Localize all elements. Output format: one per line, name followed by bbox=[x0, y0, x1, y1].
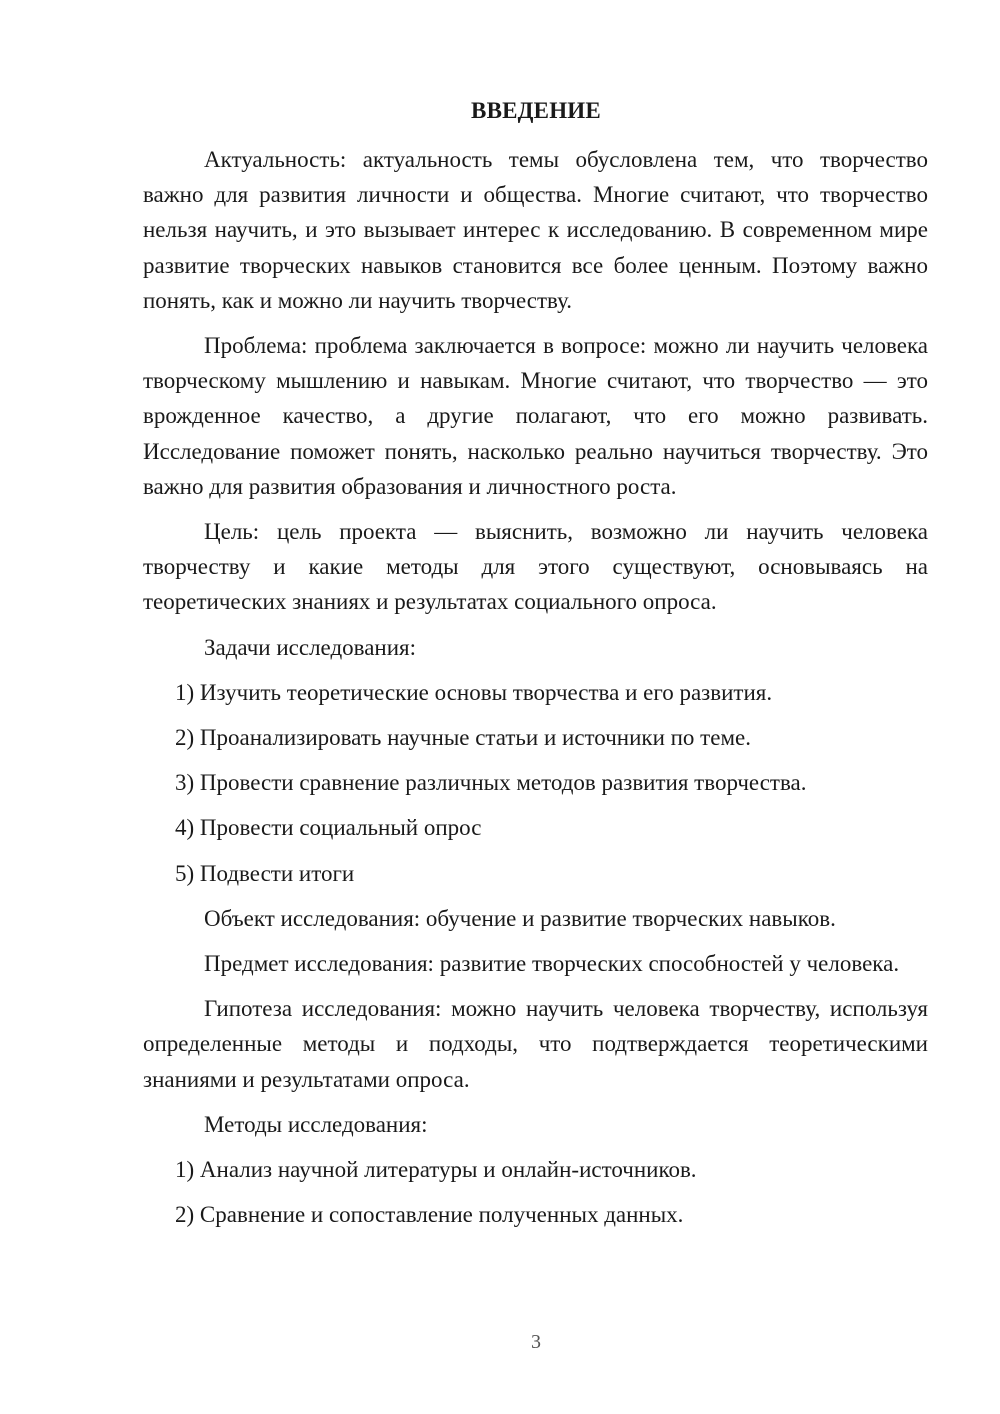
tasks-list bbox=[143, 675, 928, 891]
goal-paragraph: Цель: цель проекта — выяснить, возможно ли научить человека творчеству и какие методы для этого существуют, основываясь на теоретических знаниях и результатах социального опроса. bbox=[143, 519, 928, 615]
problem-paragraph: Проблема: проблема заключается в вопросе: можно ли научить человека творческому мышлению и навыкам. Многие считают, что творчество — это врожденное качество, а другие полагают, что его можно развивать. Исследование поможет понять, насколько реально научиться творчеству. Это важно для развития образования и личностного роста. bbox=[143, 333, 928, 499]
object-paragraph: Объект исследования: обучение и развитие творческих навыков. bbox=[204, 905, 836, 931]
subject-paragraph: Предмет исследования: развитие творческих способностей у человека. bbox=[204, 951, 900, 977]
section-heading: ВВЕДЕНИЕ bbox=[471, 98, 601, 123]
list-item: 4) Провести социальный опрос bbox=[175, 815, 482, 841]
list-item: 2) Проанализировать научные статьи и источники по теме. bbox=[175, 725, 751, 751]
methods-title: Методы исследования: bbox=[204, 1111, 428, 1137]
methods-list bbox=[143, 1152, 928, 1232]
page-number: 3 bbox=[531, 1331, 541, 1353]
tasks-title: Задачи исследования: bbox=[204, 634, 417, 660]
list-item: 1) Анализ научной литературы и онлайн-источников. bbox=[175, 1157, 697, 1183]
hypothesis-paragraph: Гипотеза исследования: можно научить человека творчеству, используя определенные методы и подходы, что подтверждается теоретическими знаниями и результатами опроса. bbox=[143, 996, 928, 1092]
list-item: 1) Изучить теоретические основы творчества и его развития. bbox=[175, 679, 773, 705]
list-item: 2) Сравнение и сопоставление полученных данных. bbox=[175, 1202, 684, 1228]
list-item: 3) Провести сравнение различных методов развития творчества. bbox=[175, 770, 807, 796]
body-text bbox=[143, 142, 928, 1242]
relevance-paragraph: Актуальность: актуальность темы обусловлена тем, что творчество важно для развития личности и общества. Многие считают, что творчество нельзя научить, и это вызывает интерес к исследованию. В современном мире развитие творческих навыков становится все более ценным. Поэтому важно понять, как и можно ли научить творчеству. bbox=[143, 147, 928, 313]
list-item: 5) Подвести итоги bbox=[175, 860, 355, 886]
